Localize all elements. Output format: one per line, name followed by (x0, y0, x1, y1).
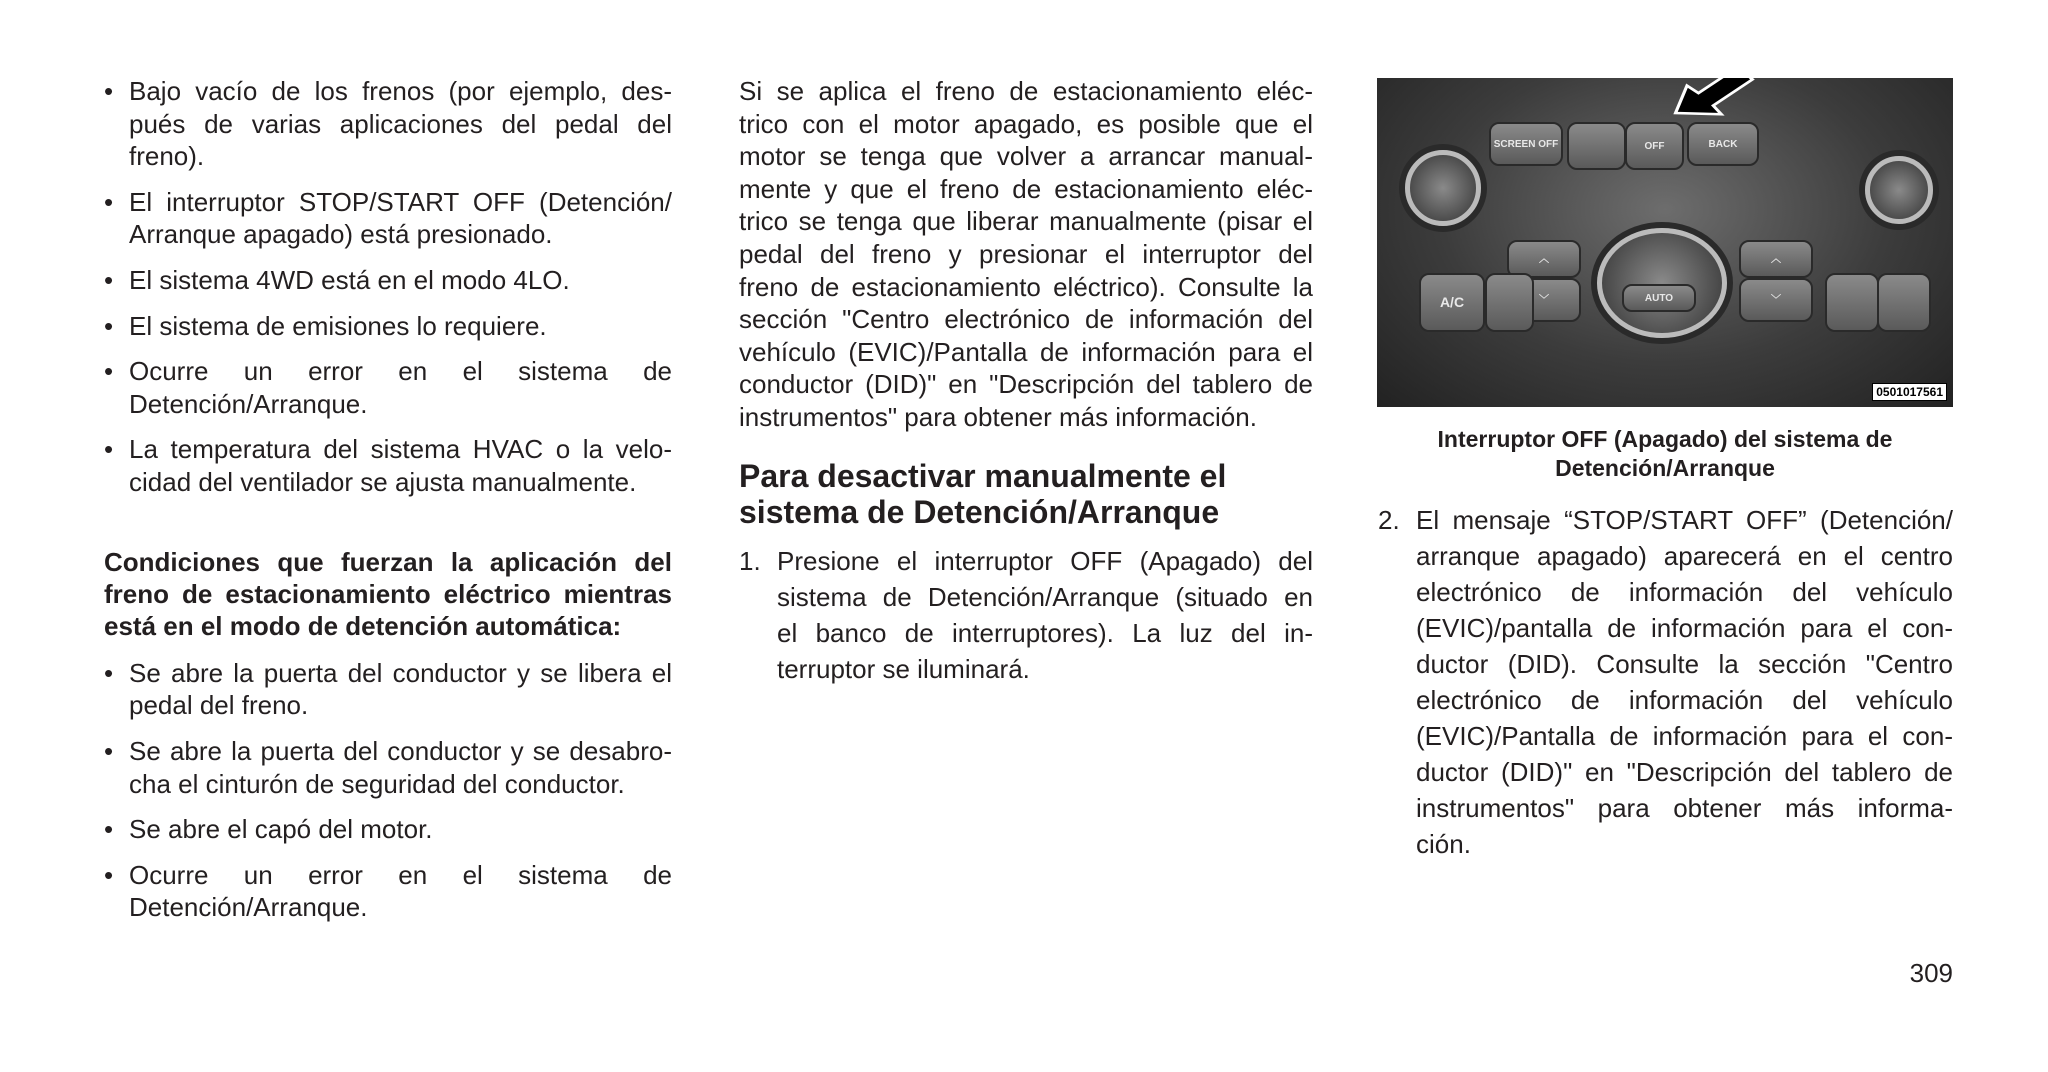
bullet-icon: • (104, 434, 114, 465)
bullet-icon: • (104, 657, 114, 688)
bullet-item (104, 859, 672, 924)
temp-down-right: ﹀ (1739, 278, 1813, 322)
stop-start-off-button: OFF (1625, 122, 1684, 170)
text-line: Presione el interruptor OFF (Apagado) del (777, 545, 1313, 576)
text-line: El interruptor STOP/START OFF (Detención/ (129, 186, 672, 217)
text-line: (EVIC)/pantalla de información para el con- (1416, 613, 1953, 643)
bullet-icon: • (104, 76, 114, 106)
list-number: 1. (739, 545, 761, 576)
bullet-item (104, 186, 672, 251)
text-line: Detención/Arranque. (129, 892, 368, 923)
bullet-icon: • (104, 814, 114, 845)
text-line: electrónico de información del vehículo (1416, 577, 1953, 607)
text-line: trico con el motor apagado, es posible que el (739, 108, 1313, 139)
temp-up-left: ︿ (1507, 240, 1581, 278)
text-line: conductor (DID)" en "Descripción del tablero de (739, 369, 1313, 400)
text-line: El mensaje “STOP/START OFF” (Detención/ (1416, 505, 1953, 535)
bullet-item (104, 355, 672, 420)
text-line: ductor (DID). Consulte la sección "Centro (1416, 649, 1953, 679)
bullet-icon: • (104, 859, 114, 890)
bullet-item (104, 735, 672, 800)
text-line: el banco de interruptores). La luz del in- (777, 617, 1313, 648)
front-defrost-button (1825, 273, 1879, 332)
subheading (104, 546, 672, 643)
list-number: 2. (1378, 505, 1400, 535)
text-line: El sistema 4WD está en el modo 4LO. (129, 264, 570, 295)
auto-button: AUTO (1622, 284, 1696, 312)
volume-knob (1405, 150, 1481, 226)
figure-caption (1377, 425, 1953, 483)
caption-line: Detención/Arranque (1555, 455, 1775, 481)
bullet-icon: • (104, 264, 114, 295)
bullet-item (104, 310, 672, 343)
text-line: Condiciones que fuerzan la aplicación del (104, 546, 672, 577)
bullet-item (104, 657, 672, 722)
climate-control-panel-photo (1377, 78, 1953, 407)
bullet-item (104, 75, 672, 173)
temp-up-right: ︿ (1739, 240, 1813, 278)
text-line: vehículo (EVIC)/Pantalla de información para el (739, 336, 1313, 367)
climate-knob (1597, 228, 1727, 338)
text-line: está en el modo de detención automática: (104, 611, 622, 642)
paragraph (739, 75, 1313, 434)
bullet-item (104, 433, 672, 498)
text-line: pedal del freno. (129, 690, 309, 721)
traction-off-button (1567, 122, 1626, 170)
text-line: pedal del freno y presionar el interruptor del (739, 238, 1313, 269)
caption-line: Interruptor OFF (Apagado) del sistema de (1437, 426, 1893, 452)
text-line: sistema de Detención/Arranque (739, 494, 1220, 531)
text-line: ción. (1416, 829, 1471, 859)
text-line: motor se tenga que volver a arrancar manual- (739, 141, 1313, 172)
text-line: instrumentos" para obtener más informa- (1416, 793, 1953, 823)
text-line: sección "Centro electrónico de información del (739, 304, 1313, 335)
left-column (104, 75, 672, 924)
text-line: pués de varias aplicaciones del pedal del (129, 108, 672, 139)
temp-down-left: ﹀ (1507, 278, 1581, 322)
text-line: La temperatura del sistema HVAC o la velo- (129, 434, 672, 465)
rear-defrost-button (1877, 273, 1931, 332)
text-line: Si se aplica el freno de estacionamiento eléc- (739, 76, 1313, 106)
text-line: instrumentos" para obtener más información. (739, 401, 1257, 432)
text-line: Para desactivar manualmente el (739, 457, 1227, 494)
text-line: freno de estacionamiento eléctrico mientras (104, 578, 672, 609)
text-line: Bajo vacío de los frenos (por ejemplo, des- (129, 76, 672, 106)
bullet-item (104, 264, 672, 297)
pointer-arrow-icon (1669, 78, 1759, 118)
bullet-icon: • (104, 356, 114, 387)
bullet-icon: • (104, 310, 114, 341)
section-heading (739, 458, 1313, 531)
right-column (1378, 502, 1953, 862)
text-line: (EVIC)/Pantalla de información para el con- (1416, 721, 1953, 751)
back-button: BACK (1687, 122, 1759, 166)
middle-column (739, 75, 1313, 687)
text-line: Se abre la puerta del conductor y se desabro- (129, 735, 672, 766)
screen-off-button: SCREEN OFF (1489, 122, 1563, 166)
text-line: Ocurre un error en el sistema de (129, 859, 672, 890)
text-line: Ocurre un error en el sistema de (129, 356, 672, 387)
text-line: electrónico de información del vehículo (1416, 685, 1953, 715)
text-line: arranque apagado) aparecerá en el centro (1416, 541, 1953, 571)
numbered-item (1378, 502, 1953, 862)
tune-browse-knob (1865, 156, 1933, 224)
text-line: Detención/Arranque. (129, 388, 368, 419)
bullet-icon: • (104, 735, 114, 766)
recirc-button (1485, 273, 1534, 332)
page-number: 309 (1909, 958, 1953, 988)
text-line: freno). (129, 141, 205, 172)
bullet-icon: • (104, 186, 114, 217)
text-line: cha el cinturón de seguridad del conductor. (129, 768, 625, 799)
text-line: terruptor se iluminará. (777, 653, 1030, 684)
text-line: Se abre el capó del motor. (129, 814, 433, 845)
text-line: cidad del ventilador se ajusta manualmente. (129, 466, 637, 497)
text-line: sistema de Detención/Arranque (situado en (777, 581, 1313, 612)
bullet-item (104, 813, 672, 846)
ac-button: A/C (1419, 273, 1485, 332)
text-line: El sistema de emisiones lo requiere. (129, 310, 547, 341)
text-line: trico se tenga que liberar manualmente (pisar el (739, 206, 1313, 237)
text-line: ductor (DID)" en "Descripción del tablero de (1416, 757, 1953, 787)
text-line: Se abre la puerta del conductor y se libera el (129, 657, 672, 688)
text-line: freno de estacionamiento eléctrico). Consulte la (739, 271, 1313, 302)
text-line: mente y que el freno de estacionamiento eléc- (739, 173, 1313, 204)
numbered-item (739, 543, 1313, 687)
text-line: Arranque apagado) está presionado. (129, 219, 553, 250)
figure-code: 0501017561 (1872, 383, 1947, 401)
